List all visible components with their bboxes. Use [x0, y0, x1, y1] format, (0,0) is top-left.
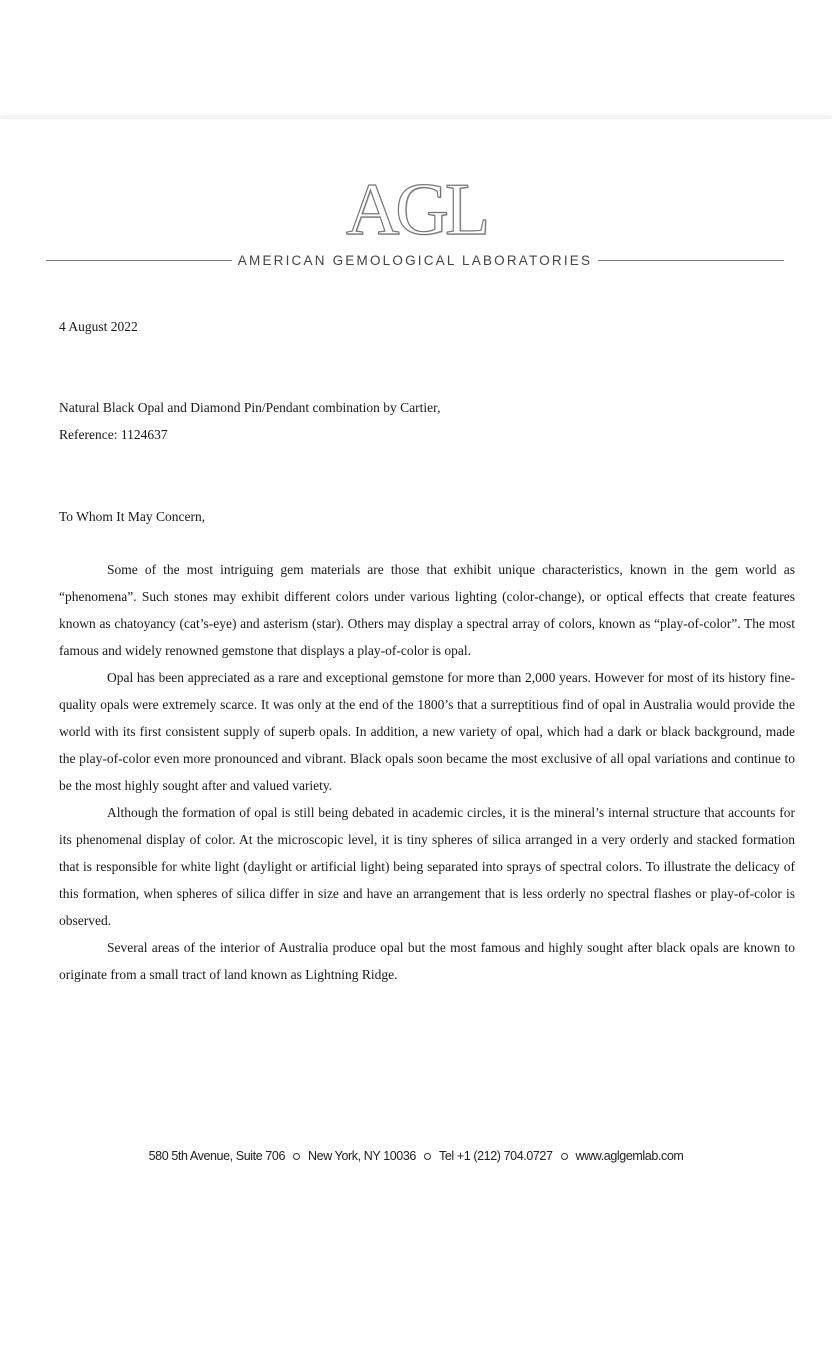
bullet-icon: [424, 1153, 431, 1160]
letter-date: 4 August 2022: [59, 319, 138, 334]
letter-body: [59, 556, 795, 988]
agl-logo: AGL: [345, 169, 487, 251]
right-rule: [598, 260, 784, 261]
paragraph: Several areas of the interior of Australia produce opal but the most famous and highly sought after black opals are known to originate from a small tract of land known as Lightning Ridge.: [59, 940, 795, 982]
footer-website: www.aglgemlab.com: [575, 1149, 684, 1163]
paragraph: Some of the most intriguing gem materials are those that exhibit unique characteristics, known in the gem world as “phenomena”. Such stones may exhibit different colors under various lighting (color-change), or optical effects that create features known as chatoyancy (cat’s-eye) and asterism (star). Others may display a spectral array of colors, known as “play-of-color”. The most famous and widely renowned gemstone that displays a play-of-color is opal.: [59, 562, 795, 658]
bullet-icon: [293, 1153, 300, 1160]
letter-subject: [59, 394, 795, 448]
letterhead-footer: [0, 1149, 832, 1163]
paragraph: Although the formation of opal is still being debated in academic circles, it is the mineral’s internal structure that accounts for its phenomenal display of color. At the microscopic level, it is tiny spheres of silica arranged in a very orderly and stacked formation that is responsible for white light (daylight or artificial light) being separated into sprays of spectral colors. To illustrate the delicacy of this formation, when spheres of silica differ in size and have an arrangement that is less orderly no spectral flashes or play-of-color is observed.: [59, 805, 795, 928]
bullet-icon: [561, 1153, 568, 1160]
footer-address: 580 5th Avenue, Suite 706: [148, 1149, 286, 1163]
footer-phone: Tel +1 (212) 704.0727: [438, 1149, 553, 1163]
subject-title: Natural Black Opal and Diamond Pin/Pendant combination by Cartier,: [59, 400, 441, 415]
lab-name-banner: [46, 253, 784, 268]
left-rule: [46, 260, 232, 261]
footer-city: New York, NY 10036: [308, 1149, 416, 1163]
subject-reference: Reference: 1124637: [59, 427, 168, 442]
salutation: To Whom It May Concern,: [59, 509, 206, 524]
lab-name: AMERICAN GEMOLOGICAL LABORATORIES: [237, 253, 593, 268]
paragraph: Opal has been appreciated as a rare and exceptional gemstone for more than 2,000 years. However for most of its history fine-quality opals were extremely scarce. It was only at the end of the 1800’s that a surreptitious find of opal in Australia would provide the world with its first consistent supply of superb opals. In addition, a new variety of opal, which had a dark or black background, made the play-of-color even more pronounced and vibrant. Black opals soon became the most exclusive of all opal variations and continue to be the most highly sought after and valued variety.: [59, 670, 795, 793]
